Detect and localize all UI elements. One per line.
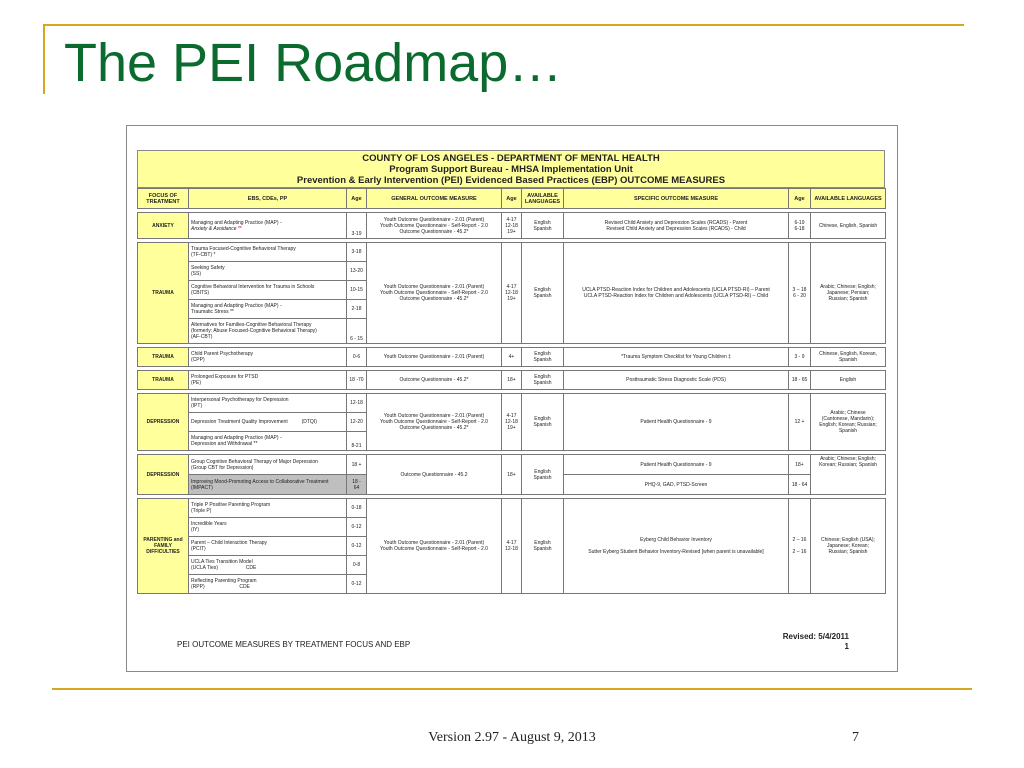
age-cell: 0-8 xyxy=(347,556,367,575)
revised-date: Revised: 5/4/2011 xyxy=(782,632,849,641)
age-cell: 2-18 xyxy=(347,300,367,319)
ebp-cell: Managing and Adapting Practice (MAP) - Traumatic Stress ** xyxy=(189,300,347,319)
table-row xyxy=(138,213,886,239)
gen-age-cell: 18+ xyxy=(502,371,522,390)
age-cell: 12-18 xyxy=(347,394,367,413)
table-row xyxy=(138,371,886,390)
ebp-cell: Alternatives for Families-Cognitive Behavioral Therapy (formerly: Abuse Focused-Cognitive Behavioral Therapy) (AF-CBT) xyxy=(189,319,347,344)
document-footer-caption: PEI OUTCOME MEASURES BY TREATMENT FOCUS AND EBP xyxy=(177,640,411,649)
gen-age-cell: 4-17 12-18 xyxy=(502,499,522,594)
col-header-focus: FOCUS OF TREATMENT xyxy=(138,189,189,209)
spec-age-cell: 18 - 64 xyxy=(789,475,811,495)
table-row xyxy=(138,394,886,413)
spec-languages-cell: Arabic; Chinese; English; Korean; Russian; Spanish xyxy=(811,455,886,495)
footer-divider xyxy=(52,688,972,690)
gen-age-cell: 4-17 12-18 19+ xyxy=(502,213,522,239)
specific-measure-cell: Patient Health Questionnaire - 9 xyxy=(564,394,789,451)
general-measure-cell: Outcome Questionnaire - 45.2 xyxy=(367,455,502,495)
specific-measure-cell: *Trauma Symptom Checklist for Young Children ‡ xyxy=(564,348,789,367)
spec-age-cell: 3 – 18 6 - 20 xyxy=(789,243,811,344)
languages-cell: English Spanish xyxy=(522,394,564,451)
document-revision-block xyxy=(779,632,849,652)
spec-age-cell: 18+ xyxy=(789,455,811,475)
ebp-cell: Triple P Positive Parenting Program (Triple P) xyxy=(189,499,347,518)
ebp-cell: Incredible Years (IY) xyxy=(189,518,347,537)
table-row xyxy=(138,499,886,518)
embedded-document-image xyxy=(126,125,898,672)
languages-cell: English Spanish xyxy=(522,213,564,239)
general-measure-cell: Outcome Questionnaire - 45.2* xyxy=(367,371,502,390)
document-page-number: 1 xyxy=(844,642,849,651)
ebp-cell: Depression Treatment Quality Improvement (DTQI) xyxy=(189,413,347,432)
ebp-cell: Child Parent Psychotherapy (CPP) xyxy=(189,348,347,367)
title-accent-horizontal xyxy=(43,24,964,26)
spec-languages-cell: English xyxy=(811,371,886,390)
header-line-3: Prevention & Early Intervention (PEI) Evidenced Based Practices (EBP) OUTCOME MEASURES xyxy=(296,175,726,186)
specific-measure-cell: UCLA PTSD-Reaction Index for Children and Adolescents (UCLA PTSD-RI) – Parent UCLA PTSD-Reaction Index for Children and Adolescents (UCLA PTSD-RI) – Child xyxy=(564,243,789,344)
header-line-1: COUNTY OF LOS ANGELES - DEPARTMENT OF MENTAL HEALTH xyxy=(362,153,660,164)
age-cell: 6 - 15 xyxy=(347,319,367,344)
focus-cell: TRAUMA xyxy=(138,371,189,390)
ebp-cell: Seeking Safety (SS) xyxy=(189,262,347,281)
spec-languages-cell: Arabic; Chinese; English; Japanese; Persian; Russian; Spanish xyxy=(811,243,886,344)
focus-cell: TRAUMA xyxy=(138,348,189,367)
document-header xyxy=(137,150,885,188)
languages-cell: English Spanish xyxy=(522,499,564,594)
age-cell: 0-6 xyxy=(347,348,367,367)
spec-languages-cell: Chinese, English, Spanish xyxy=(811,213,886,239)
title-accent-vertical xyxy=(43,24,45,94)
age-cell: 3-18 xyxy=(347,243,367,262)
specific-measure-cell: Posttraumatic Stress Diagnostic Scale (PDS) xyxy=(564,371,789,390)
ebp-subname: Anxiety & Avoidance xyxy=(191,225,237,232)
age-cell: 13-20 xyxy=(347,262,367,281)
general-measure-cell: Youth Outcome Questionnaire - 2.01 (Parent) xyxy=(367,348,502,367)
gen-age-cell: 4+ xyxy=(502,348,522,367)
ebp-cell: Group Cognitive Behavioral Therapy of Major Depression (Group CBT for Depression) xyxy=(189,455,347,475)
languages-cell: English Spanish xyxy=(522,455,564,495)
age-cell: 18 -70 xyxy=(347,371,367,390)
ebp-cell: Prolonged Exposure for PTSD (PE) xyxy=(189,371,347,390)
specific-measure-cell: PHQ-9, GAD, PTSD-Screen xyxy=(564,475,789,495)
ebp-cell: Parent – Child Interaction Therapy (PCIT) xyxy=(189,537,347,556)
focus-cell: DEPRESSION xyxy=(138,394,189,451)
spec-age-cell: 3 - 9 xyxy=(789,348,811,367)
ebp-cell: Reflecting Parenting Program (RPP) CDE xyxy=(189,575,347,594)
table-header-row xyxy=(138,189,886,209)
specific-measure-cell: Patient Health Questionnaire - 9 xyxy=(564,455,789,475)
version-footer: Version 2.97 - August 9, 2013 xyxy=(428,730,596,745)
col-header-ebp: EBS, CDEs, PP xyxy=(189,189,347,209)
col-header-languages: AVAILABLE LANGUAGES xyxy=(522,189,564,209)
focus-cell: ANXIETY xyxy=(138,213,189,239)
age-cell: 8-21 xyxy=(347,432,367,451)
age-cell: 0-12 xyxy=(347,575,367,594)
general-measure-cell: Youth Outcome Questionnaire - 2.01 (Parent) Youth Outcome Questionnaire - Self-Report - 2.0 Outcome Questionnaire - 45.2* xyxy=(367,243,502,344)
ebp-marker: ** xyxy=(237,225,242,232)
ebp-cell: Cognitive Behavioral Intervention for Trauma in Schools (CBITS) xyxy=(189,281,347,300)
col-header-general: GENERAL OUTCOME MEASURE xyxy=(367,189,502,209)
ebp-cell: Improving Mood-Promoting Access to Collaborative Treatment (IMPACT) xyxy=(189,475,347,495)
spec-languages-cell: Arabic; Chinese (Cantonese, Mandarin); English; Korean; Russian; Spanish xyxy=(811,394,886,451)
languages-cell: English Spanish xyxy=(522,371,564,390)
table-row xyxy=(138,243,886,262)
col-header-spec-age: Age xyxy=(789,189,811,209)
specific-measure-cell: Eyberg Child Behavior Inventory Sutter Eyberg Student Behavior Inventory-Revised [when parent is unavailable] xyxy=(564,499,789,594)
age-cell: 12-20 xyxy=(347,413,367,432)
gen-age-cell: 4-17 12-18 19+ xyxy=(502,394,522,451)
age-cell: 0-12 xyxy=(347,518,367,537)
outcome-measures-document xyxy=(137,150,885,594)
gen-age-cell: 4-17 12-18 19+ xyxy=(502,243,522,344)
general-measure-cell: Youth Outcome Questionnaire - 2.01 (Parent) Youth Outcome Questionnaire - Self-Report - 2.0 xyxy=(367,499,502,594)
general-measure-cell: Youth Outcome Questionnaire - 2.01 (Parent) Youth Outcome Questionnaire - Self-Report - 2.0 Outcome Questionnaire - 45.2* xyxy=(367,213,502,239)
spec-languages-cell: Chinese; English (USA); Japanese; Korean; Russian; Spanish xyxy=(811,499,886,594)
ebp-cell: UCLA Ties Transition Model (UCLA Ties) CDE xyxy=(189,556,347,575)
table-row xyxy=(138,455,886,475)
focus-cell: TRAUMA xyxy=(138,243,189,344)
languages-cell: English Spanish xyxy=(522,243,564,344)
col-header-spec-languages: AVAILABLE LANGUAGES xyxy=(811,189,886,209)
spec-age-cell: 12 + xyxy=(789,394,811,451)
slide-title: The PEI Roadmap… xyxy=(64,33,563,93)
languages-cell: English Spanish xyxy=(522,348,564,367)
focus-cell: DEPRESSION xyxy=(138,455,189,495)
gen-age-cell: 18+ xyxy=(502,455,522,495)
age-cell: 18 + xyxy=(347,455,367,475)
age-cell: 10-15 xyxy=(347,281,367,300)
ebp-name: Managing and Adapting Practice (MAP) - xyxy=(191,219,282,226)
spec-age-cell: 2 – 16 2 – 16 xyxy=(789,499,811,594)
specific-measure-cell: Revised Child Anxiety and Depression Scales (RCADS) - Parent Revised Child Anxiety and Depression Scales (RCADS) - Child xyxy=(564,213,789,239)
ebp-cell: Interpersonal Psychotherapy for Depression (IPT) xyxy=(189,394,347,413)
header-line-2: Program Support Bureau - MHSA Implementation Unit xyxy=(389,164,633,175)
col-header-age: Age xyxy=(347,189,367,209)
ebp-cell xyxy=(189,213,347,239)
general-measure-cell: Youth Outcome Questionnaire - 2.01 (Parent) Youth Outcome Questionnaire - Self-Report - 2.0 Outcome Questionnaire - 45.2* xyxy=(367,394,502,451)
table-row xyxy=(138,348,886,367)
ebp-cell: Managing and Adapting Practice (MAP) - Depression and Withdrawal ** xyxy=(189,432,347,451)
age-cell: 18 - 64 xyxy=(347,475,367,495)
age-cell: 0-12 xyxy=(347,537,367,556)
ebp-cell: Trauma Focused-Cognitive Behavioral Therapy (TF-CBT) * xyxy=(189,243,347,262)
spec-languages-cell: Chinese, English, Korean, Spanish xyxy=(811,348,886,367)
spec-age-cell: 18 - 65 xyxy=(789,371,811,390)
outcome-measures-table xyxy=(137,188,886,594)
focus-cell: PARENTING and FAMILY DIFFICULTIES xyxy=(138,499,189,594)
spec-age-cell: 6-19 6-18 xyxy=(789,213,811,239)
age-cell: 0-18 xyxy=(347,499,367,518)
age-cell: 3-19 xyxy=(347,213,367,239)
col-header-specific: SPECIFIC OUTCOME MEASURE xyxy=(564,189,789,209)
col-header-gen-age: Age xyxy=(502,189,522,209)
slide-page-number: 7 xyxy=(852,730,859,745)
